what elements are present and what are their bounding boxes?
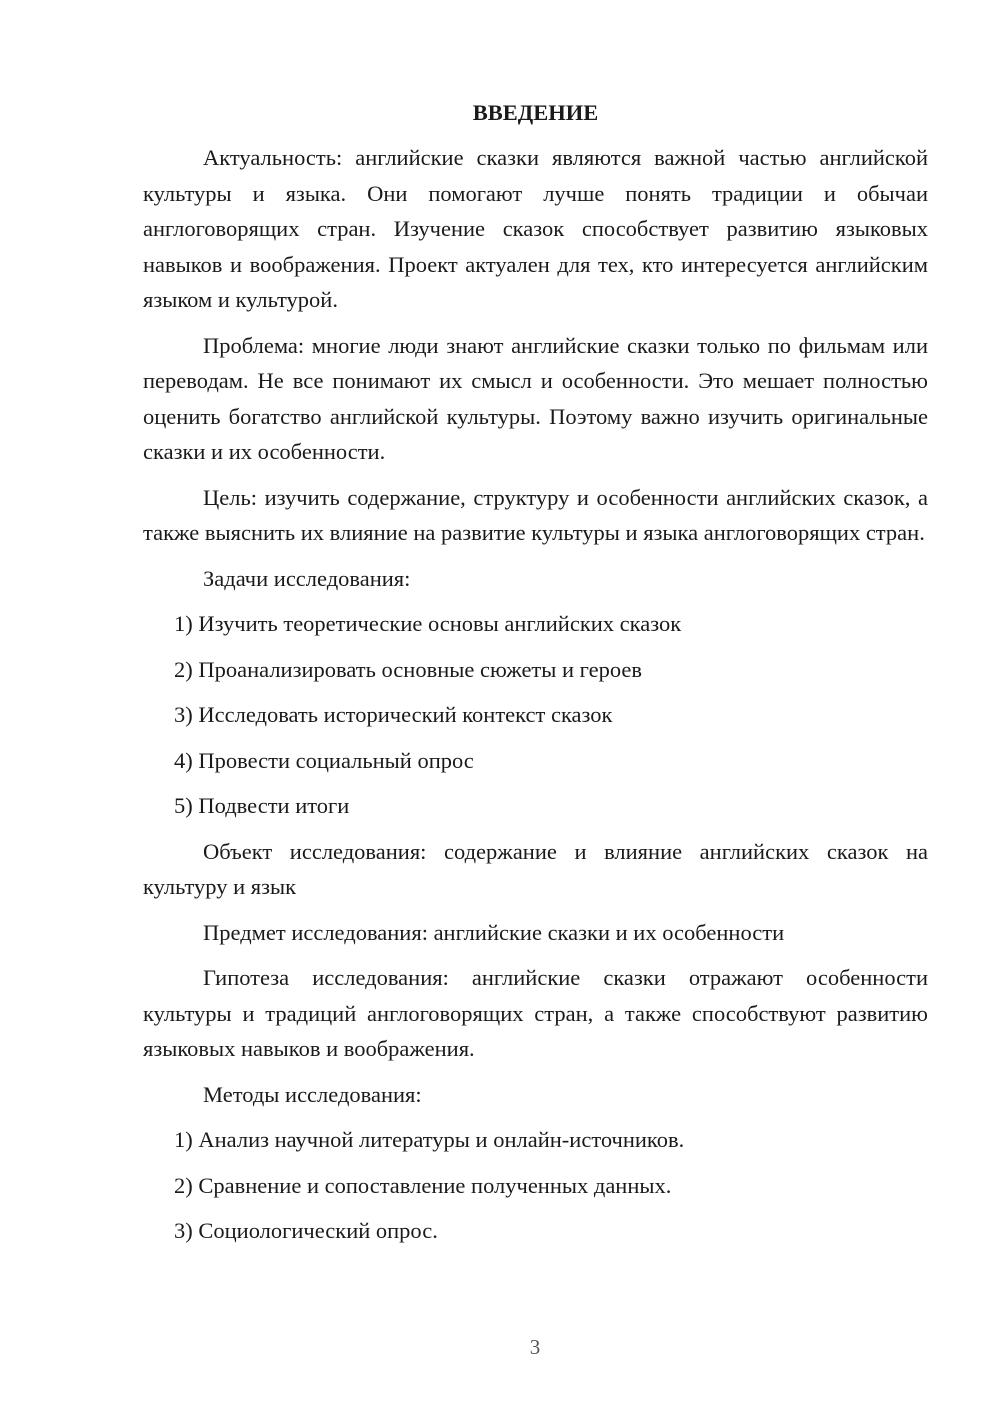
tasks-heading: Задачи исследования: — [203, 565, 411, 591]
section-title: ВВЕДЕНИЕ — [472, 100, 599, 125]
relevance-paragraph: Актуальность: английские сказки являются важной частью английской культуры и языка. Они помогают лучше понять традиции и обычаи англоговорящих стран. Изучение сказок способствует развитию языковых навыков и воображения. Проект актуален для тех, кто интересуется английским языком и культурой. — [143, 145, 928, 312]
hypothesis-paragraph: Гипотеза исследования: английские сказки отражают особенности культуры и традиций англоговорящих стран, а также способствуют развитию языковых навыков и воображения. — [143, 965, 928, 1061]
methods-list — [143, 1122, 928, 1249]
subject-paragraph: Предмет исследования: английские сказки и их особенности — [203, 919, 785, 945]
problem-paragraph: Проблема: многие люди знают английские сказки только по фильмам или переводам. Не все понимают их смысл и особенности. Это мешает полностью оценить богатство английской культуры. Поэтому важно изучить оригинальные сказки и их особенности. — [143, 332, 928, 464]
tasks-list — [143, 606, 928, 824]
list-item: 1) Анализ научной литературы и онлайн-источников. — [174, 1127, 685, 1152]
document-body — [143, 95, 928, 1259]
list-item: 1) Изучить теоретические основы английских сказок — [174, 611, 682, 636]
list-item: 3) Социологический опрос. — [174, 1218, 438, 1243]
list-item: 2) Проанализировать основные сюжеты и героев — [174, 656, 642, 682]
goal-paragraph: Цель: изучить содержание, структуру и особенности английских сказок, а также выяснить их влияние на развитие культуры и языка англоговорящих стран. — [143, 484, 928, 545]
list-item: 5) Подвести итоги — [174, 793, 350, 818]
list-item: 3) Исследовать исторический контекст сказок — [174, 702, 613, 727]
object-paragraph: Объект исследования: содержание и влияние английских сказок на культуру и язык — [143, 838, 928, 899]
methods-heading: Методы исследования: — [203, 1081, 422, 1107]
page-number: 3 — [529, 1335, 541, 1359]
list-item: 2) Сравнение и сопоставление полученных данных. — [174, 1172, 672, 1198]
list-item: 4) Провести социальный опрос — [174, 747, 474, 773]
